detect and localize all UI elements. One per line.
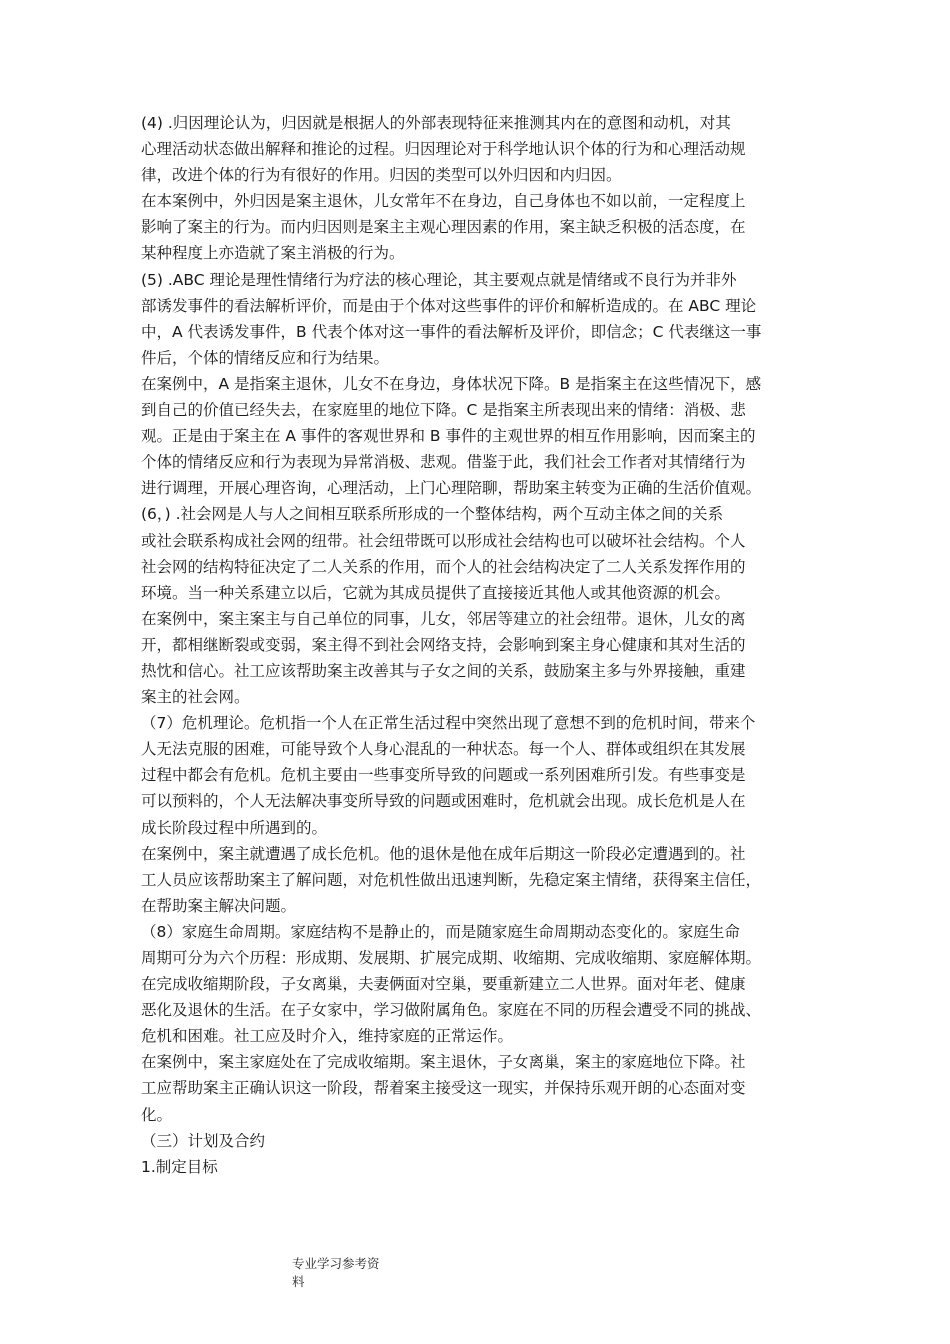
text-line: (6，) .社会网是人与人之间相互联系所形成的一个整体结构，两个互动主体之间的关系: [141, 505, 724, 524]
text-line: 中，A 代表诱发事件，B 代表个体对这一事件的看法解析及评价，即信念；C 代表继这一事: [141, 322, 762, 341]
text-line: 在帮助案主解决问题。: [141, 896, 297, 915]
text-line: 律，改进个体的行为有很好的作用。归因的类型可以外归因和内归因。: [141, 166, 622, 185]
text-line: 在完成收缩期阶段，子女离巢，夫妻俩面对空巢，要重新建立二人世界。面对年老、健康: [141, 975, 746, 994]
text-line: 环境。当一种关系建立以后，它就为其成员提供了直接接近其他人或其他资源的机会。: [141, 583, 731, 602]
text-line: 观。正是由于案主在 A 事件的客观世界和 B 事件的主观世界的相互作用影响，因而案主的: [141, 427, 756, 446]
text-line: 恶化及退休的生活。在子女家中，学习做附属角色。家庭在不同的历程会遭受不同的挑战、: [141, 1001, 762, 1020]
text-line: 周期可分为六个历程：形成期、发展期、扩展完成期、收缩期、完成收缩期、家庭解体期。: [141, 949, 762, 967]
text-line: 在案例中，A 是指案主退休，儿女不在身边，身体状况下降。B 是指案主在这些情况下，感: [141, 374, 762, 393]
text-line: 案主的社会网。: [141, 688, 250, 707]
text-line: 化。: [141, 1105, 173, 1124]
text-line: 危机和困难。社工应及时介入，维持家庭的正常运作。: [141, 1027, 514, 1046]
text-line: 成长阶段过程中所遇到的。: [141, 818, 328, 837]
text-line: (4) .归因理论认为，归因就是根据人的外部表现特征来推测其内在的意图和动机，对其: [141, 114, 731, 132]
text-line: 某种程度上亦造就了案主消极的行为。: [141, 244, 405, 263]
text-line: 热忱和信心。社工应该帮助案主改善其与子女之间的关系，鼓励案主多与外界接触，重建: [141, 661, 746, 680]
text-line: 过程中都会有危机。危机主要由一些事变所导致的问题或一系列困难所引发。有些事变是: [141, 766, 746, 785]
footer-text: 料: [292, 1274, 305, 1289]
page-footer: [292, 1255, 432, 1291]
text-line: 在案例中，案主就遭遇了成长危机。他的退休是他在成年后期这一阶段必定遭遇到的。社: [141, 844, 746, 863]
text-line: 心理活动状态做出解释和推论的过程。归因理论对于科学地认识个体的行为和心理活动规: [141, 140, 746, 159]
text-line: 在案例中，案主案主与自己单位的同事，儿女，邻居等建立的社会纽带。退休，儿女的离: [141, 609, 746, 628]
text-line: 进行调理，开展心理咨询，心理活动，上门心理陪聊，帮助案主转变为正确的生活价值观。: [141, 479, 762, 498]
text-line: 影响了案主的行为。而内归因则是案主主观心理因素的作用，案主缺乏积极的活态度，在: [141, 218, 746, 237]
text-line: 人无法克服的困难，可能导致个人身心混乱的一种状态。每一个人、群体或组织在其发展: [141, 740, 746, 759]
text-line: （8）家庭生命周期。家庭结构不是静止的，而是随家庭生命周期动态变化的。家庭生命: [141, 922, 740, 941]
text-line: 到自己的价值已经失去，在家庭里的地位下降。C 是指案主所表现出来的情绪：消极、悲: [141, 401, 746, 420]
text-line: 可以预料的，个人无法解决事变所导致的问题或困难时，危机就会出现。成长危机是人在: [141, 792, 746, 811]
text-line: 在本案例中，外归因是案主退休，儿女常年不在身边，自己身体也不如以前，一定程度上: [141, 192, 746, 211]
text-line: 部诱发事件的看法解析评价，而是由于个体对这些事件的评价和解析造成的。在 ABC 理论: [141, 296, 757, 315]
text-line: 在案例中，案主家庭处在了完成收缩期。案主退休，子女离巢，案主的家庭地位下降。社: [141, 1053, 746, 1072]
section-heading: （三）计划及合约: [141, 1131, 266, 1150]
text-line: 开，都相继断裂或变弱，案主得不到社会网络支持，会影响到案主身心健康和其对生活的: [141, 635, 746, 654]
footer-text: 专业学习参考资: [292, 1256, 380, 1271]
text-line: (5) .ABC 理论是理性情绪行为疗法的核心理论，其主要观点就是情绪或不良行为并非外: [141, 270, 737, 289]
subsection-heading: 1.制定目标: [141, 1157, 218, 1176]
text-line: 工人员应该帮助案主了解问题，对危机性做出迅速判断，先稳定案主情绪，获得案主信任，: [141, 870, 762, 889]
document-body: [141, 110, 821, 1180]
text-line: 件后，个体的情绪反应和行为结果。: [141, 348, 390, 367]
text-line: 工应帮助案主正确认识这一阶段，帮着案主接受这一现实，并保持乐观开朗的心态面对变: [141, 1079, 746, 1098]
text-line: 社会网的结构特征决定了二人关系的作用，而个人的社会结构决定了二人关系发挥作用的: [141, 557, 746, 576]
text-line: 个体的情绪反应和行为表现为异常消极、悲观。借鉴于此，我们社会工作者对其情绪行为: [141, 453, 746, 472]
text-line: 或社会联系构成社会网的纽带。社会纽带既可以形成社会结构也可以破坏社会结构。个人: [141, 531, 746, 550]
text-line: （7）危机理论。危机指一个人在正常生活过程中突然出现了意想不到的危机时间，带来个: [141, 714, 756, 733]
